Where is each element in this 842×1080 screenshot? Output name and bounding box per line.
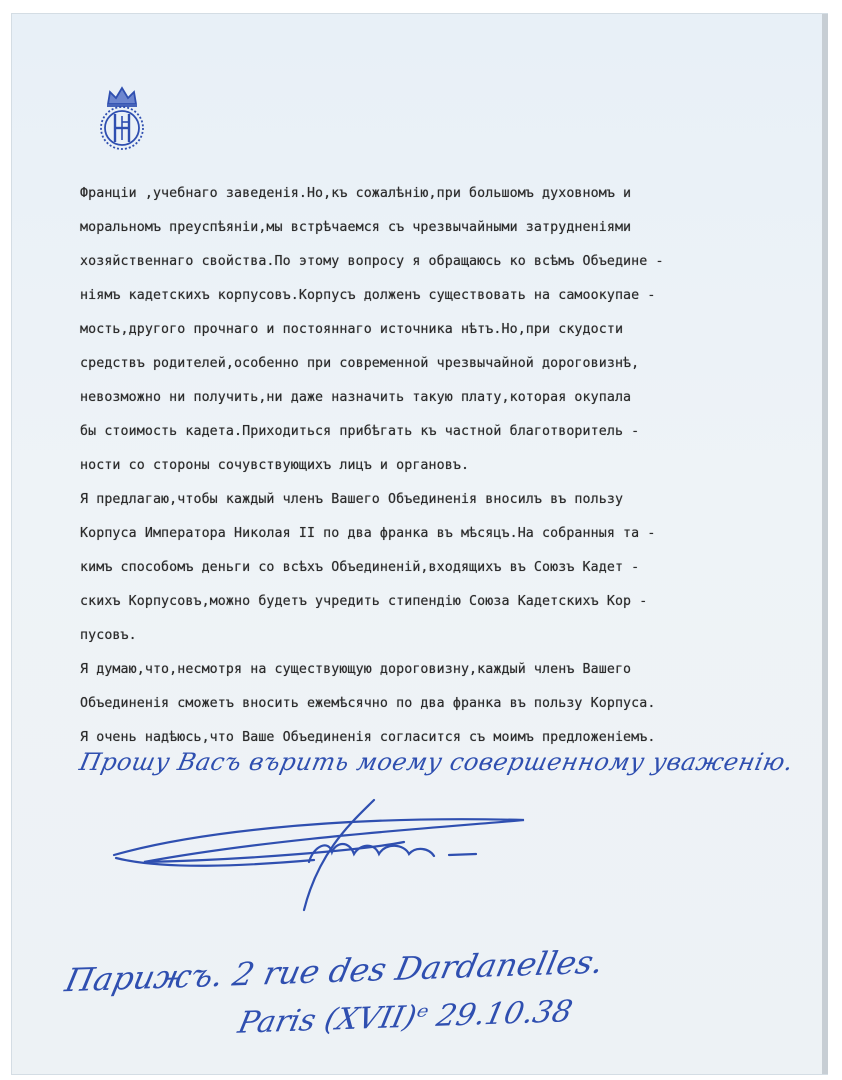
typed-line: бы стоимость кадета.Приходиться прибѣгать къ частной благотворитель - [80,424,640,439]
page-edge [822,14,828,1074]
typed-line: Я предлагаю,чтобы каждый членъ Вашего Объединенія вносилъ въ пользу [80,492,624,507]
typed-line: Корпуса Императора Николая II по два франка въ мѣсяцъ.На собранныя та - [80,526,656,541]
typed-line: скихъ Корпусовъ,можно будетъ учредить стипендію Союза Кадетскихъ Кор - [80,594,648,609]
typed-line: ніямъ кадетскихъ корпусовъ.Корпусъ долженъ существовать на самоокупае - [80,288,656,303]
typed-line: Франціи ,учебнаго заведенія.Но,къ сожалѣнію,при большомъ духовномъ и [80,186,632,201]
typed-line: пусовъ. [80,628,137,643]
crowned-monogram-seal-icon [94,82,150,154]
typed-line: Я думаю,что,несмотря на существующую дороговизну,каждый членъ Вашего [80,662,632,677]
handwritten-signature [104,780,534,920]
handwritten-closing: Прошу Васъ върить моему совершенному уваженію. [77,748,797,776]
typed-line: кимъ способомъ деньги со всѣхъ Объединеній,входящихъ въ Союзъ Кадет - [80,560,640,575]
typed-line: мость,другого прочнаго и постояннаго источника нѣтъ.Но,при скудости [80,322,624,337]
typed-line: Я очень надѣюсь,что Ваше Объединенія согласится съ моимъ предложеніемъ. [80,730,656,745]
typed-line: Объединенія сможетъ вносить ежемѣсячно по два франка въ пользу Корпуса. [80,696,656,711]
typed-line: моральномъ преуспѣяніи,мы встрѣчаемся съ чрезвычайными затрудненіями [80,220,632,235]
handwritten-address-line1: Парижъ. 2 rue des Dardanelles. [61,942,608,1000]
typed-line: невозможно ни получить,ни даже назначить такую плату,которая окупала [80,390,632,405]
typed-line: средствъ родителей,особенно при современной чрезвычайной дороговизнѣ, [80,356,640,371]
typed-line: ности со стороны сочувствующихъ лицъ и органовъ. [80,458,470,473]
handwritten-address-line2: Paris (XVII)ᵉ 29.10.38 [234,994,576,1041]
typed-line: хозяйственнаго свойства.По этому вопросу я обращаюсь ко всѣмъ Объедине - [80,254,664,269]
